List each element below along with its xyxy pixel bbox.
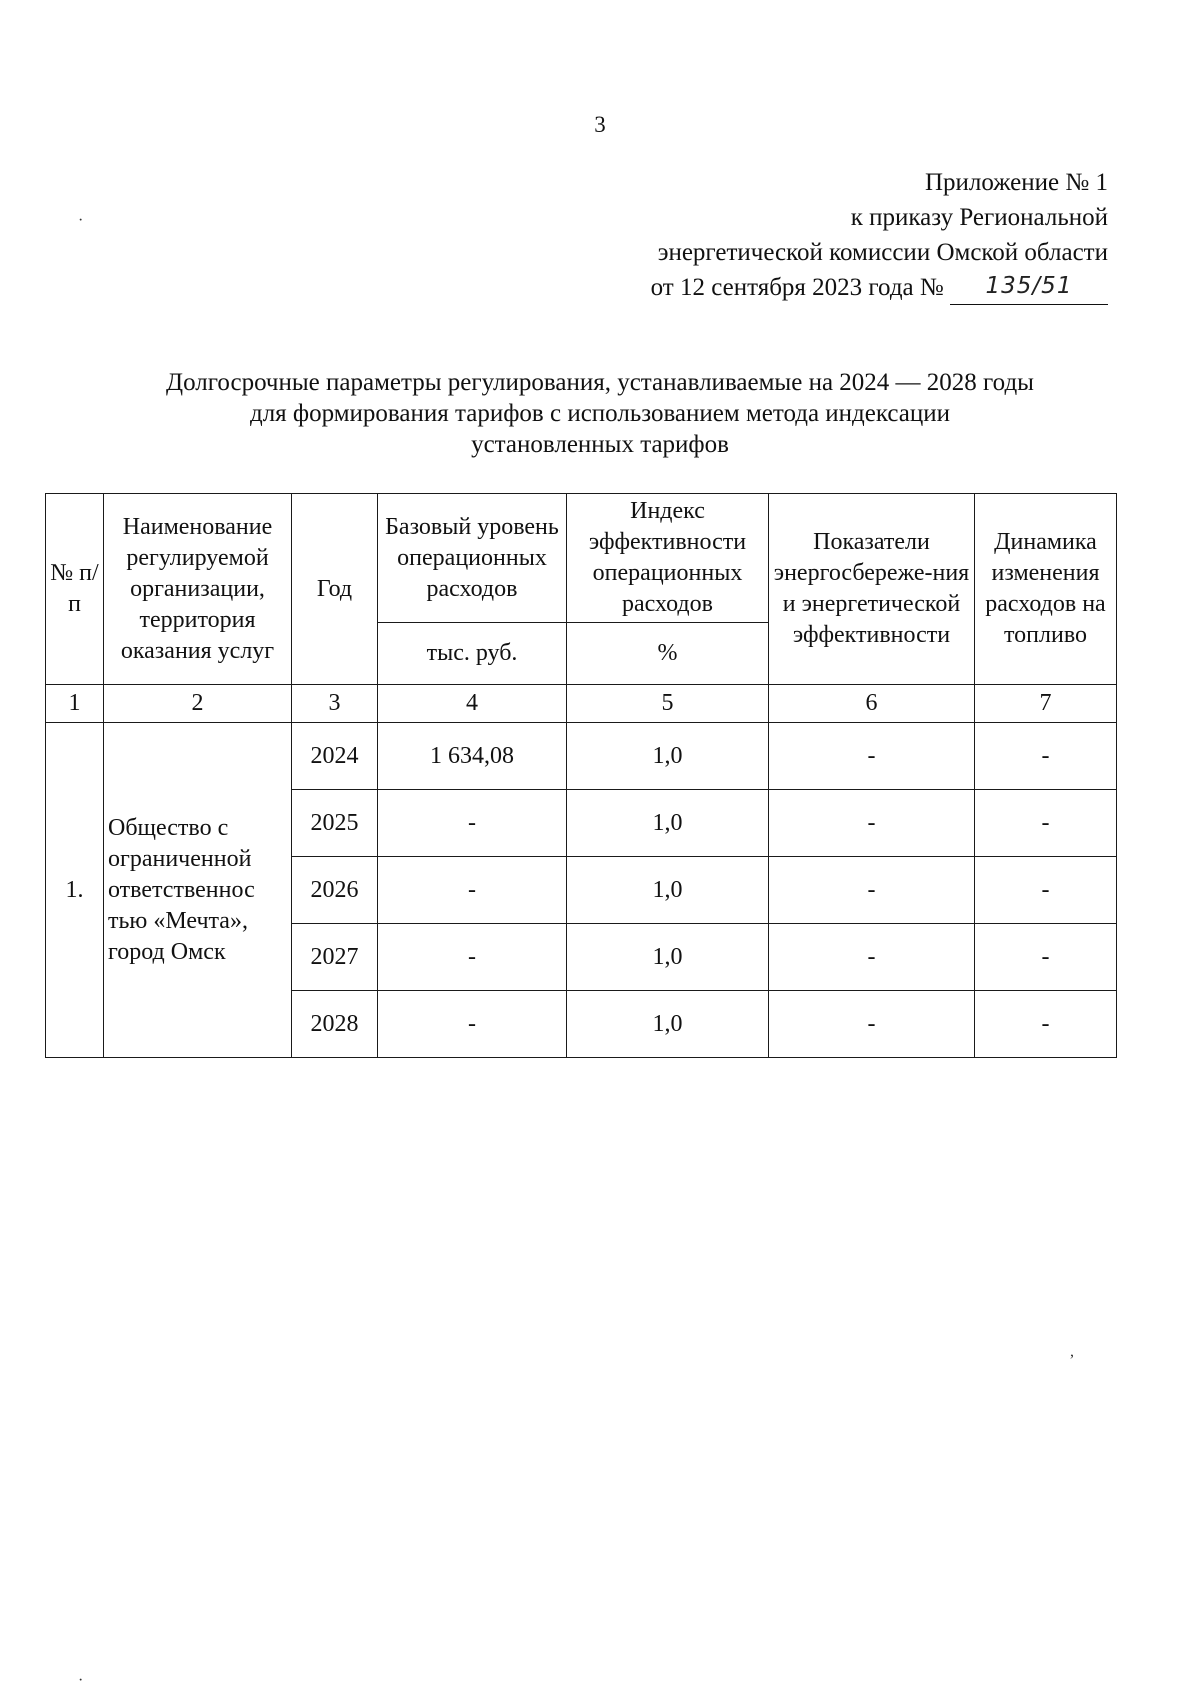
efficiency-index-cell: 1,0: [567, 857, 769, 924]
efficiency-index-cell: 1,0: [567, 790, 769, 857]
title-line-3: установленных тарифов: [471, 431, 729, 458]
scan-speck: ,: [1070, 1343, 1074, 1360]
year-cell: 2025: [292, 790, 378, 857]
header-number: № п/п: [46, 494, 104, 685]
appendix-line-3: энергетической комиссии Омской области: [657, 239, 1108, 266]
column-number: 3: [292, 685, 378, 723]
base-opex-cell: -: [378, 924, 567, 991]
document-title: [50, 367, 1150, 460]
column-number-row: [46, 685, 1117, 723]
header-efficiency-index: Индекс эффективности операционных расходов: [567, 494, 769, 623]
year-cell: 2028: [292, 991, 378, 1058]
scan-speck: ·: [78, 212, 84, 229]
base-opex-cell: -: [378, 790, 567, 857]
handwritten-order-number: 135/51: [985, 273, 1073, 299]
energy-saving-cell: -: [769, 924, 975, 991]
column-number: 1: [46, 685, 104, 723]
scan-speck: ·: [78, 1672, 84, 1689]
header-base-opex: Базовый уровень операционных расходов: [378, 494, 567, 623]
header-year: Год: [292, 494, 378, 685]
year-cell: 2027: [292, 924, 378, 991]
efficiency-index-cell: 1,0: [567, 723, 769, 790]
energy-saving-cell: -: [769, 857, 975, 924]
energy-saving-cell: -: [769, 991, 975, 1058]
unit-base-opex: тыс. руб.: [378, 623, 567, 685]
appendix-block: [651, 165, 1108, 307]
energy-saving-cell: -: [769, 723, 975, 790]
energy-saving-cell: -: [769, 790, 975, 857]
base-opex-cell: 1 634,08: [378, 723, 567, 790]
order-number-field: [950, 268, 1108, 305]
page-number: 3: [594, 112, 606, 137]
appendix-line-2: к приказу Региональной: [850, 204, 1108, 231]
organization-name: Общество с ограниченной ответственнос тью «Мечта», город Омск: [104, 723, 292, 1058]
regulation-parameters-table: [45, 493, 1117, 1058]
fuel-dynamics-cell: -: [975, 857, 1117, 924]
column-number: 2: [104, 685, 292, 723]
efficiency-index-cell: 1,0: [567, 924, 769, 991]
year-cell: 2026: [292, 857, 378, 924]
fuel-dynamics-cell: -: [975, 991, 1117, 1058]
header-energy-saving: Показатели энергосбереже-ния и энергетической эффективности: [769, 494, 975, 685]
unit-efficiency-index: %: [567, 623, 769, 685]
appendix-line-1: Приложение № 1: [924, 169, 1108, 196]
order-date-prefix: от 12 сентября 2023 года №: [650, 274, 944, 301]
base-opex-cell: -: [378, 857, 567, 924]
column-number: 5: [567, 685, 769, 723]
header-row: [46, 494, 1117, 623]
column-number: 7: [975, 685, 1117, 723]
base-opex-cell: -: [378, 991, 567, 1058]
year-cell: 2024: [292, 723, 378, 790]
title-line-1: Долгосрочные параметры регулирования, устанавливаемые на 2024 — 2028 годы: [166, 369, 1034, 396]
fuel-dynamics-cell: -: [975, 924, 1117, 991]
title-line-2: для формирования тарифов с использованием метода индексации: [249, 400, 951, 427]
column-number: 4: [378, 685, 567, 723]
header-organization: Наименование регулируемой организации, территория оказания услуг: [104, 494, 292, 685]
appendix-order-line: [651, 270, 1108, 307]
column-number: 6: [769, 685, 975, 723]
entry-number: 1.: [46, 723, 104, 1058]
header-fuel-dynamics: Динамика изменения расходов на топливо: [975, 494, 1117, 685]
efficiency-index-cell: 1,0: [567, 991, 769, 1058]
fuel-dynamics-cell: -: [975, 790, 1117, 857]
fuel-dynamics-cell: -: [975, 723, 1117, 790]
table-row: [46, 723, 1117, 790]
